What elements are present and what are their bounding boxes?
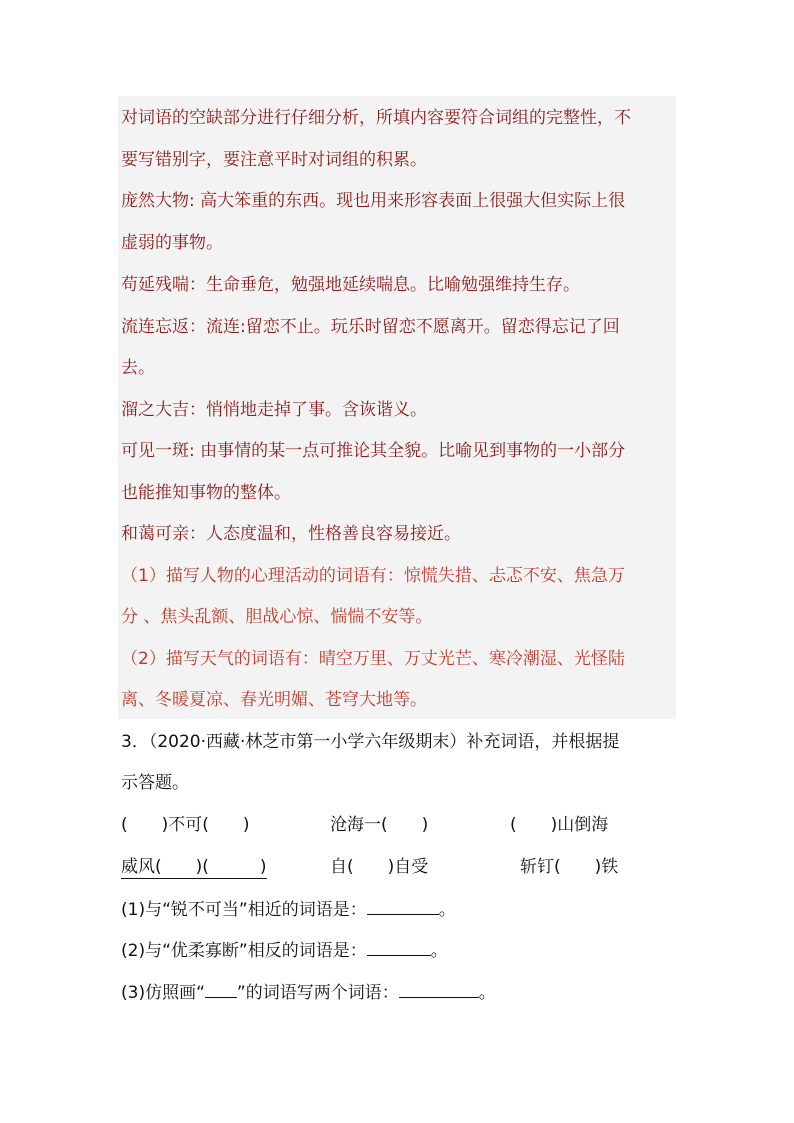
answer-blank bbox=[367, 939, 431, 956]
fill-blank-item: 自( )自受 bbox=[330, 857, 429, 877]
answer-line: 去。 bbox=[121, 358, 155, 378]
answer-line: 可见一斑: 由事情的某一点可推论其全貌。比喻见到事物的一小部分 bbox=[121, 441, 626, 461]
underline-sample bbox=[205, 981, 237, 998]
sub-question-1-text: (1)与“锐不可当”相近的词语是： bbox=[121, 900, 367, 920]
summary-line: （1）描写人物的心理活动的词语有：惊慌失措、忐忑不安、焦急万 bbox=[121, 566, 625, 586]
sub-question-2 bbox=[121, 939, 448, 962]
answer-blank bbox=[399, 981, 479, 998]
fill-blank-item-underlined: 威风( )( ) bbox=[121, 857, 267, 877]
answer-line: 流连忘返：流连:留恋不止。玩乐时留恋不愿离开。留恋得忘记了回 bbox=[121, 317, 620, 337]
sub-question-1 bbox=[121, 898, 456, 921]
period: 。 bbox=[438, 900, 456, 920]
sub-question-3-text: ”的词语写两个词语： bbox=[236, 983, 399, 1003]
question-heading: 示答题。 bbox=[121, 773, 189, 793]
fill-blank-item: 沧海一( ) bbox=[330, 815, 429, 835]
sub-question-3 bbox=[121, 981, 496, 1004]
summary-line: 分 、焦头乱额、胆战心惊、惴惴不安等。 bbox=[121, 607, 433, 627]
answer-line: 苟延残喘：生命垂危，勉强地延续喘息。比喻勉强维持生存。 bbox=[121, 275, 580, 295]
summary-line: 离、冬暖夏凉、春光明媚、苍穹大地等。 bbox=[121, 690, 427, 710]
fill-blank-item: ( )不可( ) bbox=[121, 815, 250, 835]
fill-blank-item: ( )山倒海 bbox=[510, 815, 609, 835]
answer-line: 要写错别字，要注意平时对词组的积累。 bbox=[121, 150, 427, 170]
fill-blank-item: 斩钉( )铁 bbox=[520, 857, 619, 877]
answer-line: 对词语的空缺部分进行仔细分析，所填内容要符合词组的完整性，不 bbox=[121, 108, 631, 128]
question-heading: 3．（2020·西藏·林芝市第一小学六年级期末）补充词语，并根据提 bbox=[121, 732, 620, 752]
period: 。 bbox=[430, 941, 448, 961]
answer-line: 虚弱的事物。 bbox=[121, 233, 223, 253]
sub-question-2-text: (2)与“优柔寡断”相反的词语是： bbox=[121, 941, 367, 961]
answer-line: 也能推知事物的整体。 bbox=[121, 483, 291, 503]
answer-line: 和蔼可亲：人态度温和，性格善良容易接近。 bbox=[121, 524, 461, 544]
period: 。 bbox=[478, 983, 496, 1003]
answer-line: 庞然大物: 高大笨重的东西。现也用来形容表面上很强大但实际上很 bbox=[121, 191, 626, 211]
sub-question-3-text: (3)仿照画“ bbox=[121, 983, 205, 1003]
answer-line: 溜之大吉：悄悄地走掉了事。含诙谐义。 bbox=[121, 400, 427, 420]
summary-line: （2）描写天气的词语有：晴空万里、万丈光芒、寒冷潮湿、光怪陆 bbox=[121, 649, 625, 669]
answer-blank bbox=[367, 898, 439, 915]
